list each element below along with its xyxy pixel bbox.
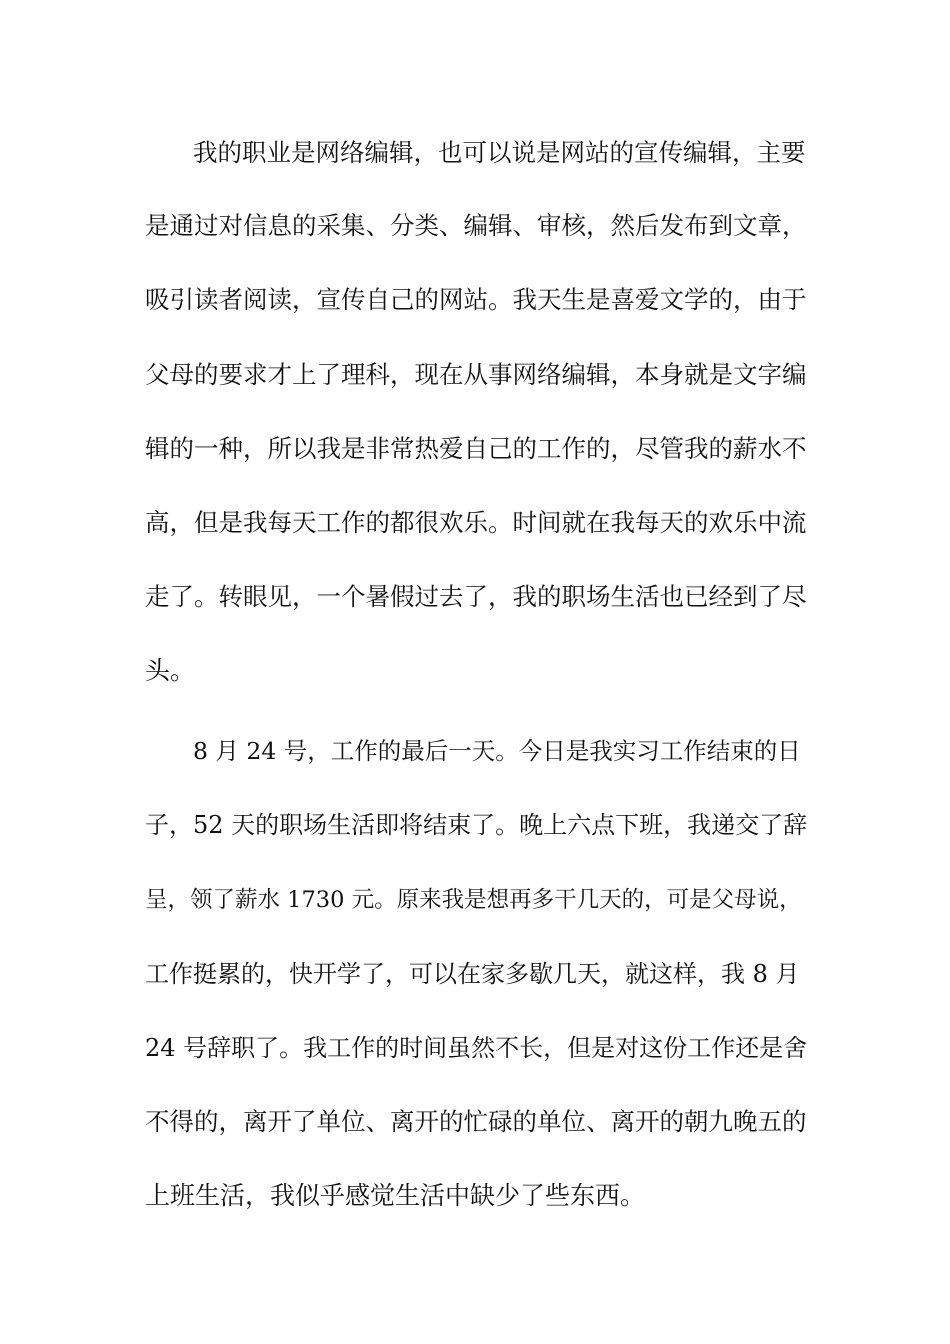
paragraph-2-line-1: 8 月 24 号，工作的最后一天。今日是我实习工作结束的日 (193, 737, 801, 765)
paragraph-2-line-6: 不得的，离开了单位、离开的忙碌的单位、离开的朝九晚五的 (145, 1107, 807, 1136)
paragraph-1-line-3: 吸引读者阅读，宣传自己的网站。我天生是喜爱文学的，由于 (145, 285, 807, 314)
paragraph-1-line-7: 走了。转眼见，一个暑假过去了，我的职场生活也已经到了尽 (145, 582, 807, 611)
paragraph-2-line-7: 上班生活，我似乎感觉生活中缺少了些东西。 (145, 1181, 646, 1210)
paragraph-1-line-4: 父母的要求才上了理科，现在从事网络编辑，本身就是文字编 (145, 360, 807, 389)
paragraph-2-line-4: 工作挺累的，快开学了，可以在家多歇几天，就这样，我 8 月 (145, 960, 800, 988)
paragraph-1-line-1: 我的职业是网络编辑，也可以说是网站的宣传编辑，主要 (193, 138, 806, 167)
paragraph-1-line-2: 是通过对信息的采集、分类、编辑、审核，然后发布到文章， (145, 211, 807, 240)
paragraph-2-line-3: 呈，领了薪水 1730 元。原来我是想再多干几天的，可是父母说， (145, 887, 802, 913)
paragraph-1-line-5: 辑的一种，所以我是非常热爱自己的工作的，尽管我的薪水不 (145, 434, 807, 463)
paragraph-2-line-5: 24 号辞职了。我工作的时间虽然不长，但是对这份工作还是舍 (145, 1034, 808, 1062)
paragraph-1-line-6: 高，但是我每天工作的都很欢乐。时间就在我每天的欢乐中流 (145, 508, 807, 537)
paragraph-1-line-8: 头。 (145, 656, 196, 685)
paragraph-2-line-2: 子，52 天的职场生活即将结束了。晚上六点下班，我递交了辞 (145, 811, 808, 839)
